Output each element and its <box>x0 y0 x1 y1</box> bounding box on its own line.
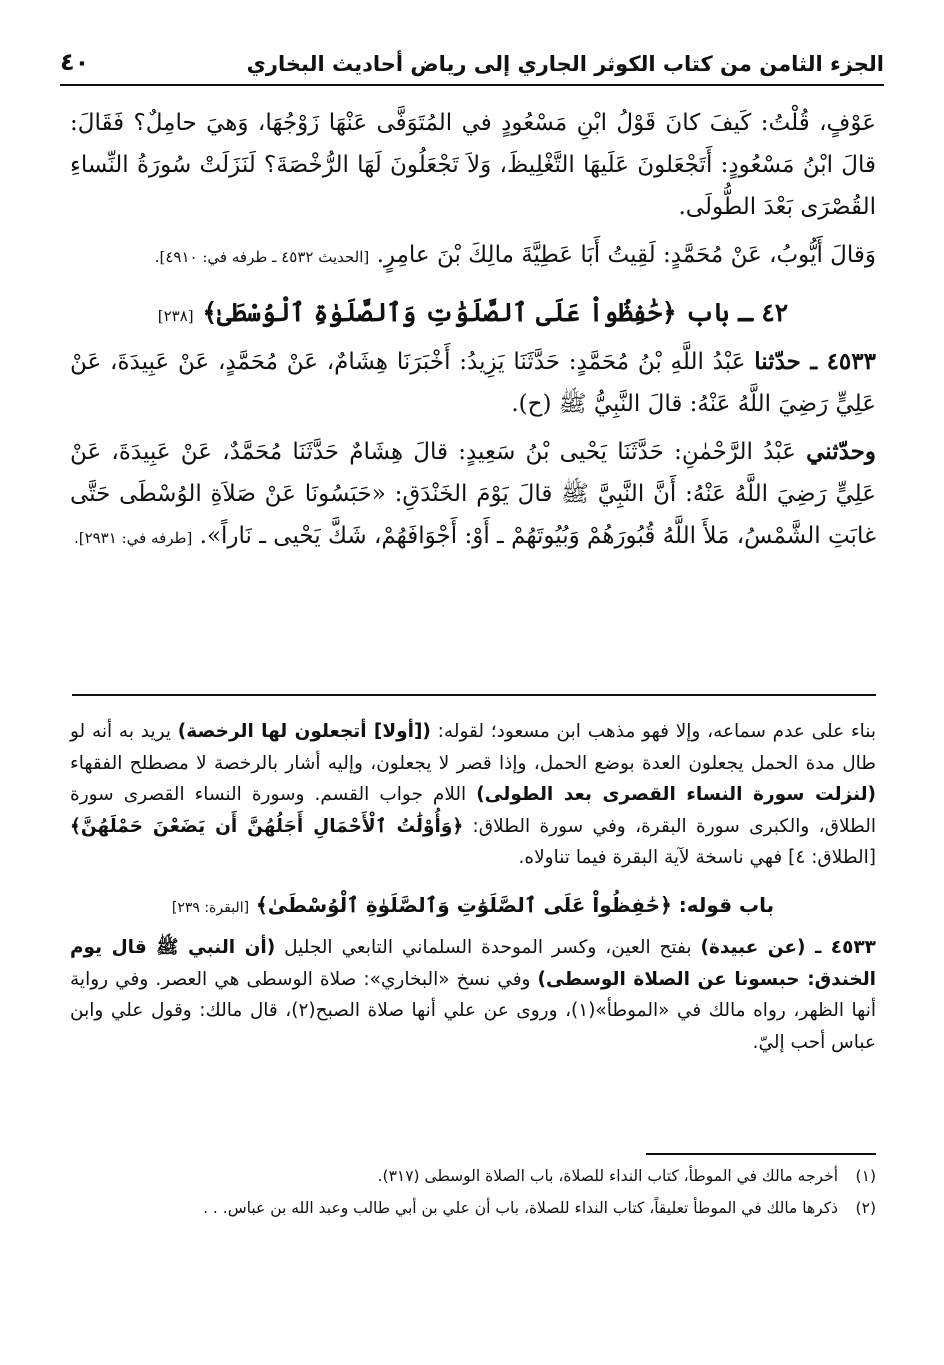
hadith-text <box>70 102 876 565</box>
footnote <box>70 1194 876 1222</box>
quoted-text: (لنزلت سورة النساء القصرى بعد الطولى) <box>476 784 876 805</box>
commentary-text: [الطلاق: ٤] فهي ناسخة لآية البقرة فيما تناولاه. <box>518 847 876 868</box>
hadith-4533-second-chain <box>70 431 876 559</box>
quran-verse: ﴿وَأُوْلَٰتُ ٱلْأَحْمَالِ أَجَلُهُنَّ أَن يَضَعْنَ حَمْلَهُنَّ﴾ <box>70 815 464 837</box>
hadith-number: ٤٥٣٣ ـ حدّثنا <box>754 348 876 375</box>
narration-lead: وحدّثني <box>806 438 876 465</box>
page-number: ٤٠ <box>60 48 90 76</box>
footnote-number: (٢) <box>855 1199 876 1217</box>
footnote-number: (١) <box>855 1167 876 1185</box>
chapter-verse-ref: [٢٣٨] <box>157 307 194 325</box>
commentary-text: بفتح العين، وكسر الموحدة السلماني التابعي الجليل <box>284 937 692 958</box>
footnotes <box>70 1162 876 1226</box>
commentary-chapter-title: باب قوله: ﴿حَٰفِظُواْ عَلَى ٱلصَّلَوَٰتِ وَٱلصَّلَوٰةِ ٱلْوُسْطَىٰ﴾ <box>256 892 775 917</box>
chapter-title: ٤٢ ـ باب ﴿حَٰفِظُواْ عَلَى ٱلصَّلَوَٰتِ وَٱلصَّلَوٰةِ ٱلْوُسْطَىٰ﴾ <box>202 298 789 327</box>
commentary-text: وفي نسخ «البخاري»: صلاة الوسطى هي العصر. وفي رواية أنها الظهر، رواه مالك في «الموطأ»(١)، وروى عن علي أنها صلاة الصبح(٢)، قال مالك: وقول علي وابن عباس أحب إليّ. <box>70 968 877 1053</box>
running-header <box>60 38 884 86</box>
commentary-paragraph-2 <box>70 932 876 1058</box>
hadith-chain: عَبْدُ اللَّهِ بْنُ مُحَمَّدٍ: حَدَّثَنَا يَزِيدُ: أَخْبَرَنَا هِشَامٌ، عَنْ مُحَمَّدٍ، عَنْ عَبِيدَةَ، عَنْ عَلِيٍّ رَضِيَ اللَّهُ عَنْهُ: قالَ النَّبِيُّ ﷺ (ح). <box>70 349 876 417</box>
commentary-chapter-heading <box>70 890 876 925</box>
commentary-verse-ref: [البقرة: ٢٣٩] <box>171 899 250 916</box>
commentary <box>70 716 876 1058</box>
commentary-text: اللام جواب القسم. وسورة النساء القصرى سورة الطلاق، والكبرى سورة البقرة، وفي سورة الطلاق: <box>70 784 876 837</box>
quoted-text: ٤٥٣٣ ـ (عن عبيدة) <box>700 937 876 958</box>
hadith-reference: [الحديث ٤٥٣٢ ـ طرفه في: ٤٩١٠]. <box>154 248 370 266</box>
chapter-heading <box>70 292 876 337</box>
hadith-4533 <box>70 341 876 425</box>
footnote-text: أخرجه مالك في الموطأ، كتاب النداء للصلاة، باب الصلاة الوسطى (٣١٧). <box>377 1167 838 1185</box>
main-divider <box>72 694 876 696</box>
commentary-text: بناء على عدم سماعه، وإلا فهو مذهب ابن مسعود؛ لقوله: <box>437 721 877 742</box>
hadith-reference-2: [طرفه في: ٢٩٣١]. <box>73 529 193 547</box>
paragraph-1: عَوْفٍ، قُلْتُ: كَيفَ كانَ قَوْلُ ابْنِ مَسْعُودٍ في المُتَوَفَّى عَنْهَا زَوْجُهَا، وَهيَ حامِلٌ؟ فَقَالَ: قالَ ابْنُ مَسْعُودٍ: أَتَجْعَلونَ عَلَيهَا التَّغْلِيظَ، وَلاَ تَجْعَلُونَ لَهَا الرُّخْصَةَ؟ لَنَزَلَتْ سُورَةُ النِّساءِ القُصْرَى بَعْدَ الطُّولَى. <box>70 110 876 220</box>
quoted-text: ([أولا] أتجعلون لها الرخصة) <box>177 721 431 742</box>
footnote-text: ذكرها مالك في الموطأ تعليقاً، كتاب النداء للصلاة، باب أن علي بن أبي طالب وعبد الله بن عباس. . . <box>203 1199 838 1217</box>
quoted-text: (أن النبي ﷺ قال يوم الخندق: حبسونا عن الصلاة الوسطى) <box>70 937 876 990</box>
commentary-text: يريد به أنه لو طال مدة الحمل يجعلون العدة بوضع الحمل، وإذا قصر لا يجعلون، وإليه أشار بالرخصة لا مصطلح الفقهاء <box>70 721 876 774</box>
running-title: الجزء الثامن من كتاب الكوثر الجاري إلى رياض أحاديث البخاري <box>246 52 884 76</box>
hadith-body: عَبْدُ الرَّحْمٰنِ: حَدَّثَنَا يَحْيى بْنُ سَعِيدٍ: قالَ هِشَامٌ حَدَّثَنَا مُحَمَّدٌ، عَنْ عَبِيدَةَ، عَنْ عَلِيٍّ رَضِيَ اللَّهُ عَنْهُ: أَنَّ النَّبِيَّ ﷺ قالَ يَوْمَ الخَنْدَقِ: «حَبَسُونَا عَنْ صَلاَةِ الوُسْطَى حَتَّى غابَتِ الشَّمْسُ، مَلأَ اللَّهُ قُبُورَهُمْ وَبُيُوتَهُمْ ـ أَوْ: أَجْوَافَهُمْ، شَكَّ يَحْيى ـ نَاراً». <box>70 439 876 549</box>
commentary-paragraph-1 <box>70 716 876 874</box>
paragraph-2 <box>70 234 876 278</box>
paragraph-2-text: وَقالَ أَيُّوبُ، عَنْ مُحَمَّدٍ: لَقِيتُ أَبَا عَطِيَّةَ مالِكَ بْنَ عامِرٍ. <box>376 242 876 268</box>
footnote <box>70 1162 876 1190</box>
footnote-divider <box>646 1153 876 1155</box>
